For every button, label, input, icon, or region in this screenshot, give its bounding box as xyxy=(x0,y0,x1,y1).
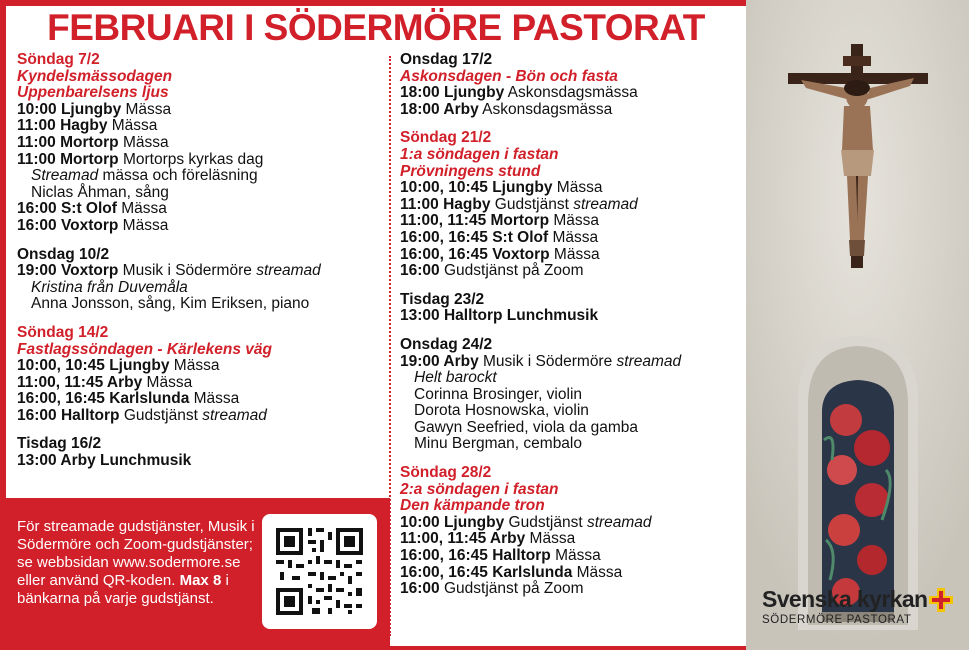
day-heading: Onsdag 24/2 xyxy=(400,335,493,353)
service-line: 19:00 Voxtorp Musik i Södermöre streamad xyxy=(17,262,321,280)
service-line: 13:00 Arby Lunchmusik xyxy=(17,452,192,470)
service-line: 10:00, 10:45 Ljungby Mässa xyxy=(400,179,603,197)
brand-subtitle: SÖDERMÖRE PASTORAT xyxy=(762,614,912,626)
feast-name: 1:a söndagen i fastan xyxy=(400,145,559,163)
service-line: 16:00, 16:45 S:t Olof Mässa xyxy=(400,228,599,246)
day-heading: Tisdag 16/2 xyxy=(17,435,102,453)
schedule-column-right xyxy=(400,52,740,598)
feast-theme: Den kämpande tron xyxy=(400,497,545,515)
service-line: 16:00, 16:45 Karlslunda Mässa xyxy=(17,390,240,408)
brand-logo xyxy=(762,586,962,626)
service-line: 18:00 Arby Askonsdagsmässa xyxy=(400,100,613,118)
service-line: 11:00, 11:45 Arby Mässa xyxy=(400,530,576,548)
qr-code-icon xyxy=(262,514,377,629)
service-line: 11:00 Hagby Mässa xyxy=(17,117,158,135)
church-cross-icon xyxy=(929,588,953,612)
service-line: 16:00 Halltorp Gudstjänst streamad xyxy=(17,406,267,424)
service-detail: Minu Bergman, cembalo xyxy=(414,435,582,453)
service-line: 16:00, 16:45 Voxtorp Mässa xyxy=(400,245,600,263)
service-detail: Corinna Brosinger, violin xyxy=(414,385,583,403)
feast-name: 2:a söndagen i fastan xyxy=(400,480,559,498)
service-line: 16:00 S:t Olof Mässa xyxy=(17,200,167,218)
day-heading: Onsdag 10/2 xyxy=(17,245,110,263)
day-heading: Söndag 28/2 xyxy=(400,464,492,482)
service-line: 13:00 Halltorp Lunchmusik xyxy=(400,307,599,325)
day-heading: Söndag 21/2 xyxy=(400,129,492,147)
feast-theme: Uppenbarelsens ljus xyxy=(17,84,169,102)
service-detail: Kristina från Duvemåla xyxy=(31,278,188,296)
day-heading: Onsdag 17/2 xyxy=(400,51,493,68)
service-detail: Dorota Hosnowska, violin xyxy=(414,402,589,420)
feast-name: Askonsdagen - Bön och fasta xyxy=(400,67,618,85)
service-detail: Streamad mässa och föreläsning xyxy=(31,167,258,185)
service-line: 11:00 Hagby Gudstjänst streamad xyxy=(400,195,638,213)
service-detail: Anna Jonsson, sång, Kim Eriksen, piano xyxy=(31,295,310,313)
service-line: 16:00 Gudstjänst på Zoom xyxy=(400,580,584,598)
crucifix-illustration xyxy=(746,0,969,650)
page-title: FEBRUARI I SÖDERMÖRE PASTORAT xyxy=(47,7,705,48)
service-line: 11:00, 11:45 Mortorp Mässa xyxy=(400,212,600,230)
service-line: 10:00 Ljungby Gudstjänst streamad xyxy=(400,513,652,531)
schedule-column-left xyxy=(17,52,387,470)
service-line: 11:00, 11:45 Arby Mässa xyxy=(17,373,193,391)
day-heading: Söndag 7/2 xyxy=(17,51,100,68)
feast-name: Fastlagssöndagen - Kärlekens väg xyxy=(17,340,272,358)
feast-theme: Prövningens stund xyxy=(400,162,541,180)
service-detail: Helt barockt xyxy=(414,369,497,387)
service-line: 11:00 Mortorp Mortorps kyrkas dag xyxy=(17,150,264,168)
service-line: 16:00, 16:45 Karlslunda Mässa xyxy=(400,563,623,581)
service-line: 19:00 Arby Musik i Södermöre streamad xyxy=(400,352,682,370)
info-text: För streamade gudstjänster, Musik i Södermöre och Zoom-gudstjänster; se webbsidan www.sodermore.se eller använd QR-koden. Max 8 i bänkarna på varje gudstjänst. xyxy=(17,518,255,607)
service-line: 10:00 Ljungby Mässa xyxy=(17,100,172,118)
qr-code[interactable] xyxy=(262,514,377,629)
service-line: 10:00, 10:45 Ljungby Mässa xyxy=(17,357,220,375)
service-line: 18:00 Ljungby Askonsdagsmässa xyxy=(400,84,638,102)
service-line: 16:00, 16:45 Halltorp Mässa xyxy=(400,547,601,565)
service-line: 11:00 Mortorp Mässa xyxy=(17,133,169,151)
day-heading: Söndag 14/2 xyxy=(17,323,109,341)
church-photo xyxy=(746,0,969,650)
service-line: 16:00 Gudstjänst på Zoom xyxy=(400,262,584,280)
service-line: 16:00 Voxtorp Mässa xyxy=(17,216,169,234)
service-detail: Niclas Åhman, sång xyxy=(31,183,169,201)
feast-name: Kyndelsmässodagen xyxy=(17,67,173,85)
service-detail: Gawyn Seefried, viola da gamba xyxy=(414,418,639,436)
brand-name: Svenska kyrkan xyxy=(762,586,928,612)
day-heading: Tisdag 23/2 xyxy=(400,290,485,308)
